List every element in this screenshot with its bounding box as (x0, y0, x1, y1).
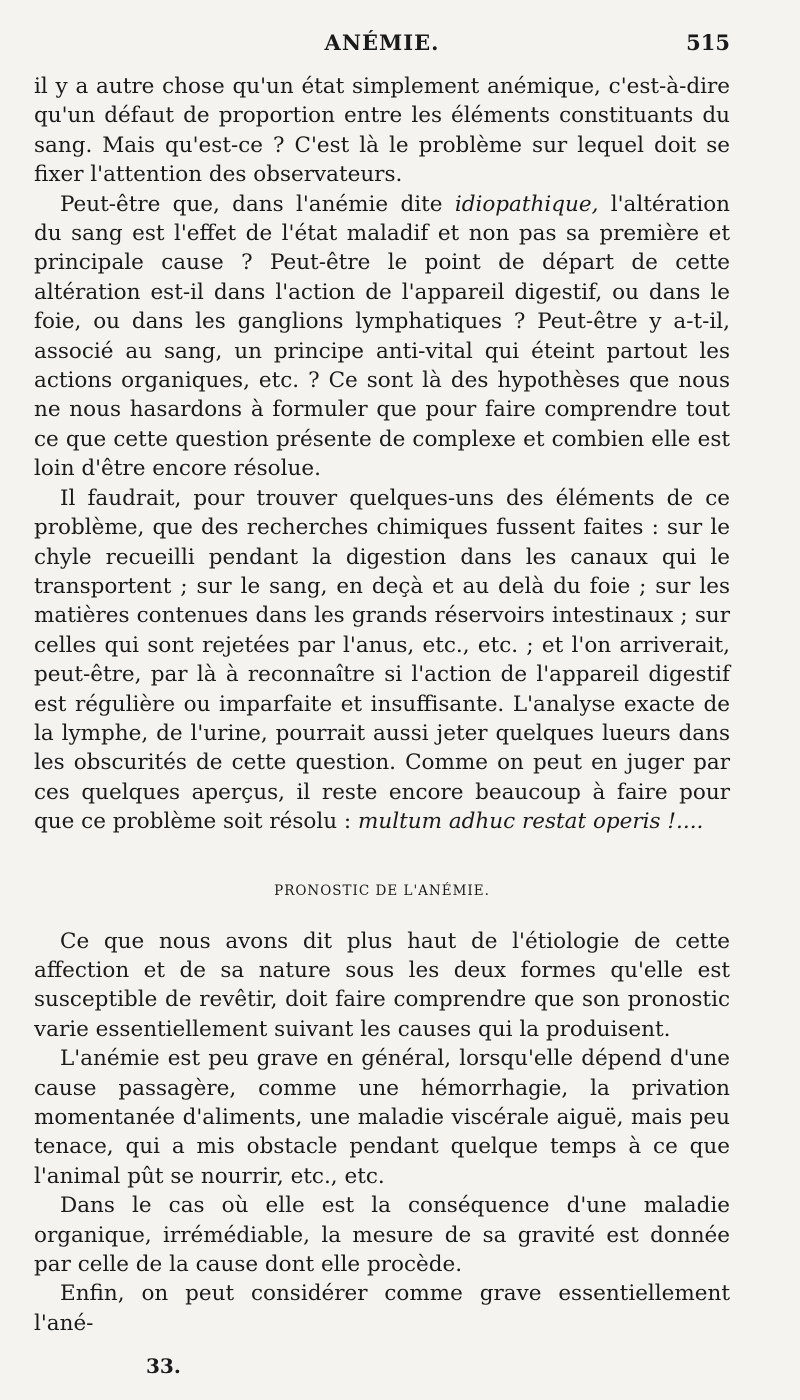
paragraph-text: Peut-être que, dans l'anémie dite (60, 191, 455, 217)
latin-quote: multum adhuc restat operis !.... (358, 809, 704, 835)
running-title: ANÉMIE. (324, 30, 440, 55)
body-text (34, 72, 730, 1338)
paragraph-prognosis-intro: Ce que nous avons dit plus haut de l'étiologie de cette affection et de sa nature sous les deux formes qu'elle est susceptible de revêtir, doit faire comprendre que son pronostic varie essentiellement suivant les causes qui la produisent. (34, 928, 730, 1042)
paragraph-continuation: il y a autre chose qu'un état simplement anémique, c'est-à-dire qu'un défaut de proportion entre les éléments constituants du sang. Mais qu'est-ce ? C'est là le problème sur lequel doit se fixer l'attention des observateurs. (34, 74, 730, 188)
section-heading: PRONOSTIC DE L'ANÉMIE. (274, 882, 490, 899)
paragraph-final: Enfin, on peut considérer comme grave essentiellement l'ané- (34, 1281, 730, 1336)
italic-term: idiopathique, (454, 191, 599, 217)
signature-mark: 33. (146, 1354, 181, 1378)
document-page (34, 0, 730, 1400)
paragraph-mild-cases: L'anémie est peu grave en général, lorsqu'elle dépend d'une cause passagère, comme une hémorrhagie, la privation momentanée d'aliments, une maladie viscérale aiguë, mais peu tenace, qui a mis obstacle pendant quelque temps à ce que l'animal pût se nourrir, etc., etc. (34, 1046, 730, 1189)
page-number: 515 (686, 30, 730, 55)
paragraph-text: Il faudrait, pour trouver quelques-uns des éléments de ce problème, que des recherches chimiques fussent faites : sur le chyle recueilli pendant la digestion dans les canaux qui le transportent ; sur le sang, en deçà et au delà du foie ; sur les matières contenues dans les grands réservoirs intestinaux ; sur celles qui sont rejetées par l'anus, etc., etc. ; et l'on arriverait, peut-être, par là à reconnaître si l'action de l'appareil digestif est régulière ou imparfaite et insuffisante. L'analyse exacte de la lymphe, de l'urine, pourrait aussi jeter quelques lueurs dans les obscurités de cette question. Comme on peut en juger par ces quelques aperçus, il reste encore beaucoup à faire pour que ce problème soit résolu : (34, 485, 730, 835)
paragraph-idiopathic (34, 190, 730, 484)
paragraph-chemical-research (34, 484, 730, 837)
paragraph-text: l'altération du sang est l'effet de l'état maladif et non pas sa première et principale cause ? Peut-être le point de départ de cette altération est-il dans l'action de l'appareil digestif, ou dans le foie, ou dans les ganglions lymphatiques ? Peut-être y a-t-il, associé au sang, un principe anti-vital qui éteint partout les actions organiques, etc. ? Ce sont là des hypothèses que nous ne nous hasardons à formuler que pour faire comprendre tout ce que cette question présente de complexe et combien elle est loin d'être encore résolue. (34, 191, 730, 482)
page-header (34, 30, 730, 60)
paragraph-organic-cases: Dans le cas où elle est la conséquence d'une maladie organique, irrémédiable, la mesure de sa gravité est donnée par celle de la cause dont elle procède. (34, 1193, 730, 1278)
